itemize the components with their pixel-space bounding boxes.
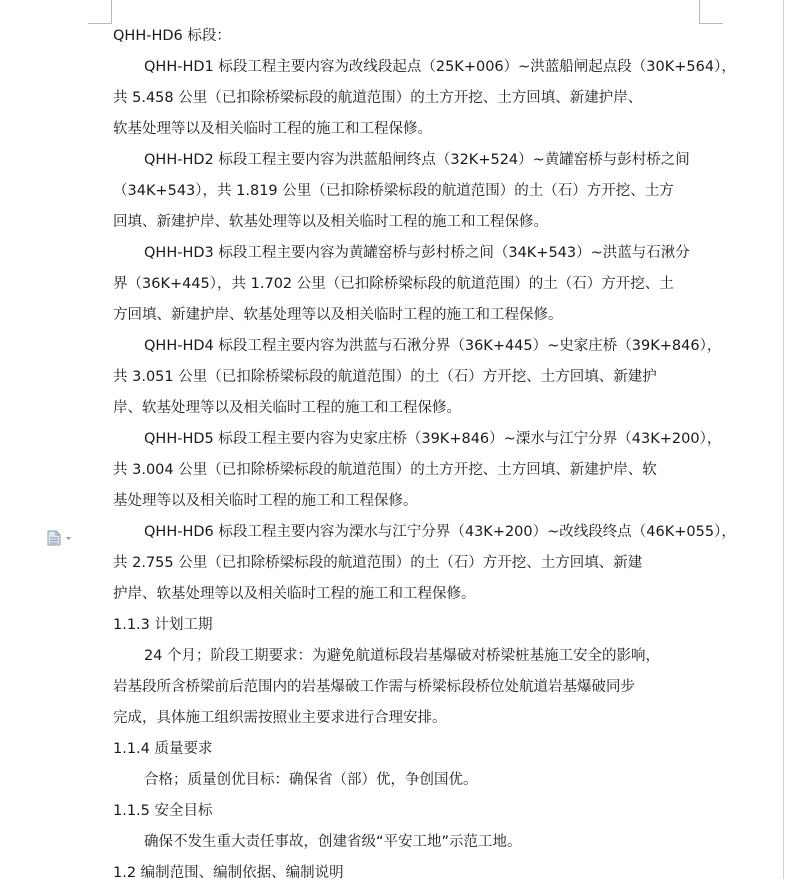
text-line: 确保不发生重大责任事故，创建省级“平安工地”示范工地。 [144, 834, 522, 850]
text-line: 合格；质量创优目标：确保省（部）优，争创国优。 [144, 772, 478, 788]
text-line: 岩基段所含桥梁前后范围内的岩基爆破工作需与桥梁标段桥位处航道岩基爆破同步 [113, 679, 635, 695]
text-line: （34K+543），共 1.819 公里（已扣除桥梁标段的航道范围）的土（石）方开挖、土方 [113, 183, 674, 199]
text-line: 共 5.458 公里（已扣除桥梁标段的航道范围）的土方开挖、土方回填、新建护岸、 [113, 90, 643, 106]
text-line: 岸、软基处理等以及相关临时工程的施工和工程保修。 [113, 400, 461, 416]
text-line: 界（36K+445），共 1.702 公里（已扣除桥梁标段的航道范围）的土（石）方开挖、土 [113, 276, 674, 292]
text-line: QHH-HD1 标段工程主要内容为改线段起点（25K+006）~洪蓝船闸起点段（30K+564）， [144, 59, 736, 75]
text-line: 护岸、软基处理等以及相关临时工程的施工和工程保修。 [113, 586, 476, 602]
text-line: 回填、新建护岸、软基处理等以及相关临时工程的施工和工程保修。 [113, 214, 548, 230]
text-line: QHH-HD6 标段： [113, 28, 231, 44]
text-line: 完成，具体施工组织需按照业主要求进行合理安排。 [113, 710, 447, 726]
text-line: QHH-HD4 标段工程主要内容为洪蓝与石湫分界（36K+445）~史家庄桥（39K+846）， [144, 338, 722, 354]
section-heading: 1.2 编制范围、编制依据、编制说明 [113, 865, 344, 881]
text-line: 基处理等以及相关临时工程的施工和工程保修。 [113, 493, 418, 509]
text-line: 方回填、新建护岸、软基处理等以及相关临时工程的施工和工程保修。 [113, 307, 563, 323]
section-heading: 1.1.3 计划工期 [113, 617, 213, 633]
text-line: QHH-HD3 标段工程主要内容为黄罐窑桥与彭村桥之间（34K+543）~洪蓝与石湫分 [144, 245, 690, 261]
text-line: QHH-HD6 标段工程主要内容为溧水与江宁分界（43K+200）~改线段终点（46K+055）， [144, 524, 736, 540]
text-line: 软基处理等以及相关临时工程的施工和工程保修。 [113, 121, 432, 137]
crop-mark-top-left [88, 0, 112, 24]
text-line: QHH-HD5 标段工程主要内容为史家庄桥（39K+846）~溧水与江宁分界（43K+200）， [144, 431, 722, 447]
text-line: 共 3.004 公里（已扣除桥梁标段的航道范围）的土方开挖、土方回填、新建护岸、软 [113, 462, 657, 478]
page-edge [783, 0, 784, 879]
text-line: 共 3.051 公里（已扣除桥梁标段的航道范围）的土（石）方开挖、土方回填、新建护 [113, 369, 657, 385]
section-heading: 1.1.5 安全目标 [113, 803, 213, 819]
text-line: 共 2.755 公里（已扣除桥梁标段的航道范围）的土（石）方开挖、土方回填、新建 [113, 555, 643, 571]
document-body [113, 21, 736, 889]
section-heading: 1.1.4 质量要求 [113, 741, 213, 757]
document-menu-icon[interactable] [47, 530, 75, 546]
text-line: QHH-HD2 标段工程主要内容为洪蓝船闸终点（32K+524）~黄罐窑桥与彭村桥之间 [144, 152, 690, 168]
text-line: 24 个月；阶段工期要求：为避免航道标段岩基爆破对桥梁桩基施工安全的影响， [144, 648, 661, 664]
